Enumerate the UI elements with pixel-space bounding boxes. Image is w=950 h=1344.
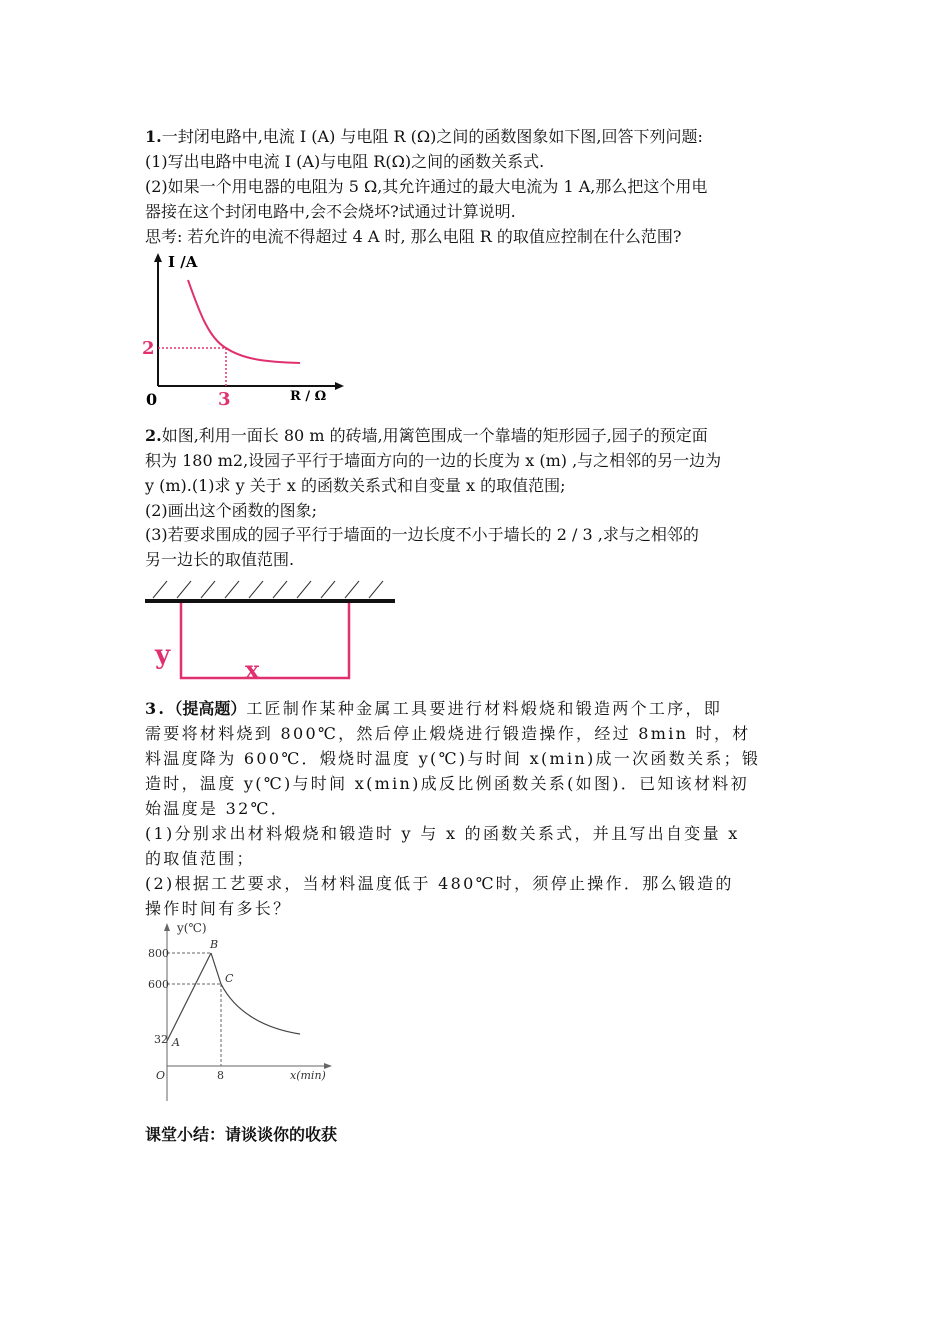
problem2-line-4: (2)画出这个函数的图象; [145, 501, 318, 520]
problem3-line-4: 造时，温度 y(℃)与时间 x(min)成反比例函数关系(如图)．已知该材料初 [145, 774, 749, 793]
x-tick-8: 8 [217, 1069, 224, 1082]
problem2-line-5: (3)若要求围成的园子平行于墙面的一边长度不小于墙长的 2 / 3 ,求与之相邻的 [145, 525, 699, 544]
problem1-line-3: (2)如果一个用电器的电阻为 5 Ω,其允许通过的最大电流为 1 A,那么把这个用电 [145, 177, 708, 196]
problem2-line-2: 积为 180 m2,设园子平行于墙面方向的一边的长度为 x (m) ,与之相邻的另一边为 [145, 451, 722, 470]
i-axis-arrow [154, 253, 162, 262]
problem1-text-1: 一封闭电路中,电流 I (A) 与电阻 R (Ω)之间的函数图象如下图,回答下列问题: [161, 127, 703, 146]
problem3-line-5: 始温度是 32℃． [145, 799, 290, 818]
problem2-line-6: 另一边长的取值范围. [145, 550, 295, 569]
point-c-label: C [225, 972, 234, 985]
x-mark-label: 3 [218, 389, 231, 410]
problem3-line-9: 操作时间有多长？ [145, 899, 292, 918]
problem3-line-6: (1)分别求出材料煅烧和锻造时 y 与 x 的函数关系式，并且写出自变量 x [145, 824, 740, 843]
garden-wall-figure [145, 574, 400, 686]
problem2-line-1 [145, 425, 708, 447]
i-axis-label: I /A [168, 253, 198, 271]
cooling-curve [211, 953, 300, 1034]
problem1-line-5: 思考: 若允许的电流不得超过 4 A 时, 那么电阻 R 的取值应控制在什么范围? [145, 227, 682, 246]
problem2-line-3: y (m).(1)求 y 关于 x 的函数关系式和自变量 x 的取值范围; [145, 476, 566, 495]
problem2-number: 2. [145, 426, 162, 445]
r-axis-arrow [335, 382, 344, 390]
problem3-line-3: 料温度降为 600℃．煅烧时温度 y(℃)与时间 x(min)成一次函数关系；锻 [145, 749, 761, 768]
heating-line [167, 953, 211, 1041]
origin-o-label: O [156, 1069, 166, 1082]
time-axis-label: x(min) [290, 1069, 326, 1082]
y-tick-600: 600 [148, 978, 169, 991]
fence [181, 603, 349, 678]
problem3-number: 3. [145, 699, 167, 718]
r-axis-label: R / Ω [290, 389, 327, 404]
problem3-tag: （提高题） [166, 699, 247, 718]
problem3-line-1 [145, 698, 722, 720]
side-x-label: x [245, 655, 260, 684]
current-resistance-graph [140, 250, 350, 410]
y-mark-label: 2 [142, 338, 155, 359]
point-a-label: A [172, 1036, 180, 1049]
y-tick-32: 32 [154, 1033, 168, 1046]
problem3-line-8: (2)根据工艺要求，当材料温度低于 480℃时，须停止操作．那么锻造的 [145, 874, 734, 893]
problem3-text-1: 工匠制作某种金属工具要进行材料煅烧和锻造两个工序，即 [246, 699, 723, 718]
problem1-line-1 [145, 126, 703, 148]
inverse-curve [188, 280, 300, 363]
problem2-text-1: 如图,利用一面长 80 m 的砖墙,用篱笆围成一个靠墙的矩形园子,园子的预定面 [161, 426, 708, 445]
problem1-number: 1. [145, 127, 162, 146]
problem1-line-2: (1)写出电路中电流 I (A)与电阻 R(Ω)之间的函数关系式. [145, 152, 545, 171]
problem3-line-7: 的取值范围； [145, 849, 255, 868]
temperature-time-graph [140, 916, 340, 1106]
point-b-label: B [210, 938, 219, 951]
side-y-label: y [155, 640, 171, 670]
problem1-line-4: 器接在这个封闭电路中,会不会烧坏?试通过计算说明. [145, 202, 516, 221]
class-summary: 课堂小结：请谈谈你的收获 [145, 1125, 338, 1144]
problem3-line-2: 需要将材料烧到 800℃，然后停止煅烧进行锻造操作，经过 8min 时，材 [145, 724, 751, 743]
temperature-axis-label: y(℃) [177, 921, 207, 935]
y-tick-800: 800 [148, 947, 169, 960]
origin-label: 0 [146, 390, 158, 409]
temperature-axis-arrow [164, 923, 170, 931]
wall-hatching [153, 581, 383, 598]
